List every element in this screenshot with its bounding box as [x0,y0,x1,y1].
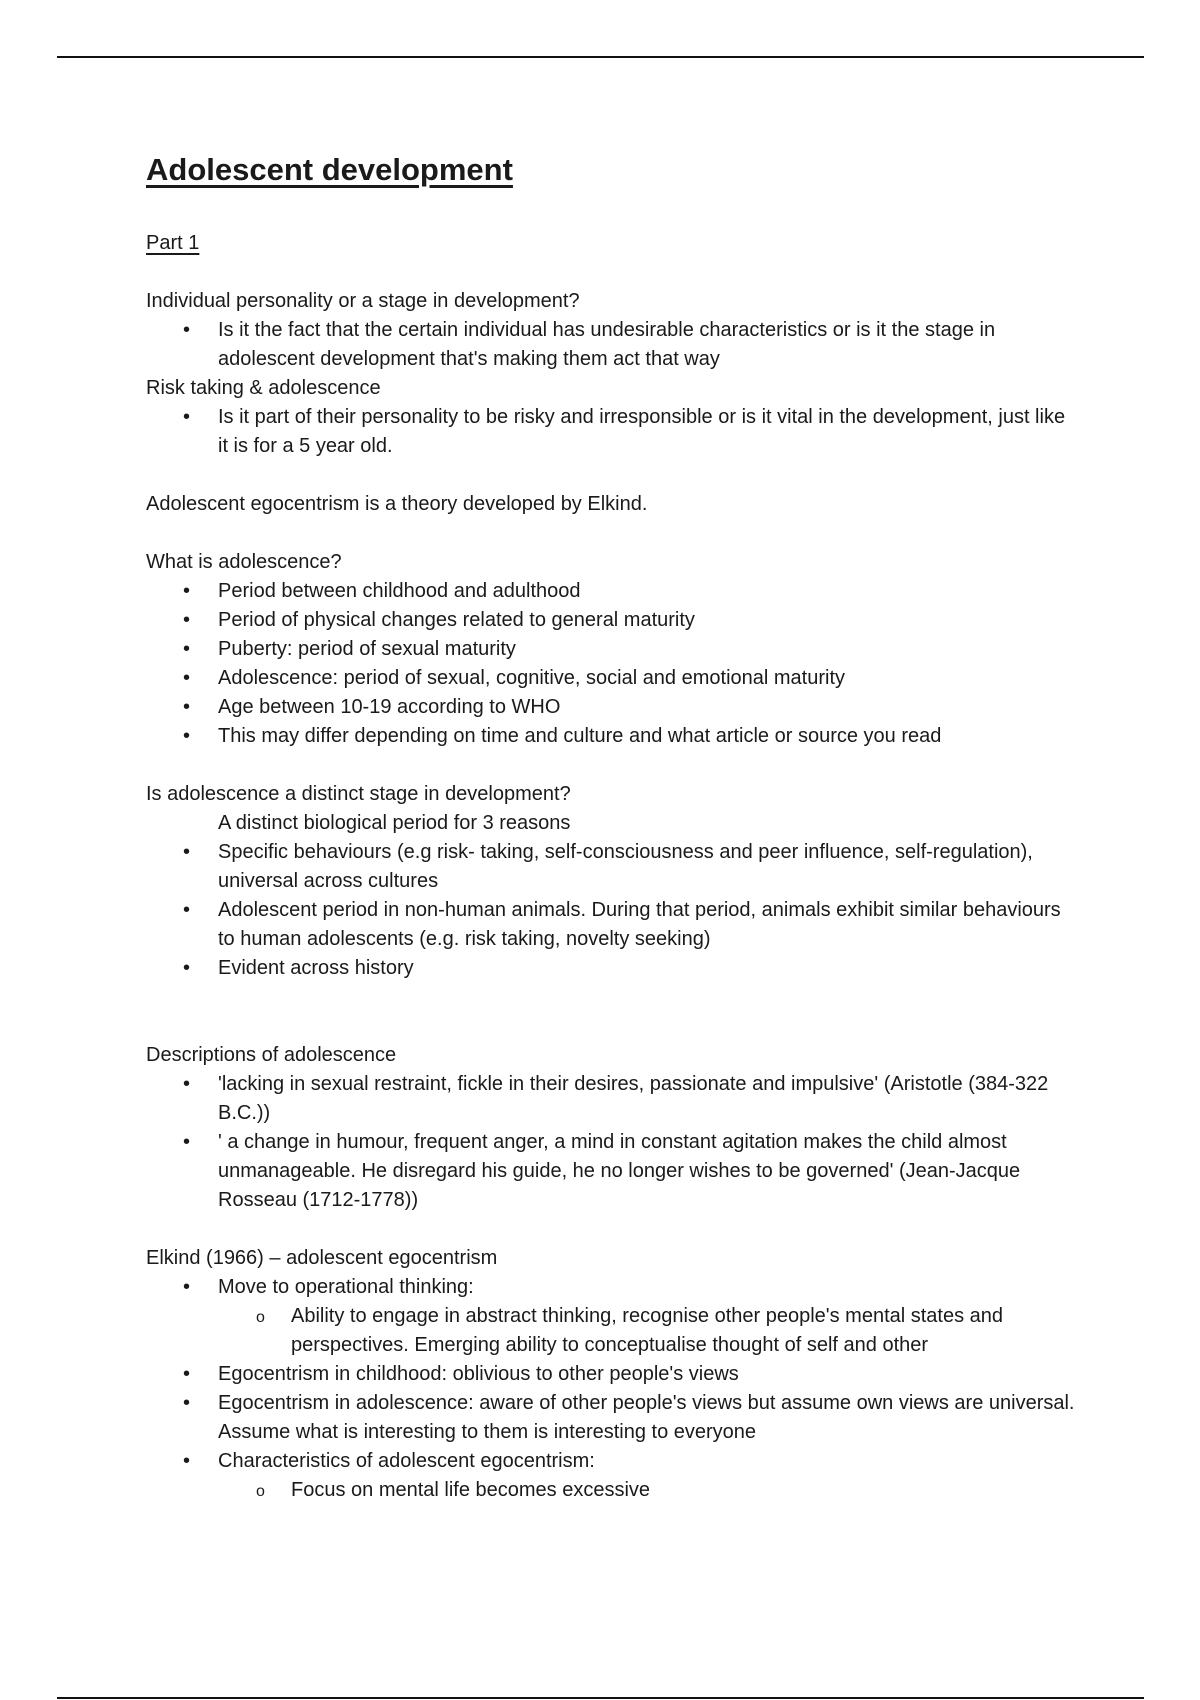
list-item: • Characteristics of adolescent egocentrism: [146,1447,1076,1476]
section-heading: Risk taking & adolescence [146,377,381,399]
bullet-list [146,316,1076,374]
list-item: • Is it the fact that the certain individual has undesirable characteristics or is it the stage in adolescent development that's making them act that way [146,316,1076,374]
list-item: • This may differ depending on time and culture and what article or source you read [146,722,1076,751]
list-item: • Is it part of their personality to be risky and irresponsible or is it vital in the development, just like it is for a 5 year old. [146,403,1076,461]
bullet-list [146,1273,1076,1302]
list-item: • Specific behaviours (e.g risk- taking, self-consciousness and peer influence, self-regulation), universal across cultures [146,838,1076,896]
header-rule [57,56,1144,58]
list-item: • Evident across history [146,954,1076,983]
paragraph: Adolescent egocentrism is a theory developed by Elkind. [146,493,648,515]
page-title: Adolescent development [146,152,513,187]
sub-bullet-list [146,1476,1076,1505]
bullet-list [146,1360,1076,1476]
footer-rule [57,1697,1144,1699]
list-item: • Adolescent period in non-human animals. During that period, animals exhibit similar behaviours to human adolescents (e.g. risk taking, novelty seeking) [146,896,1076,954]
section-heading: Individual personality or a stage in development? [146,290,580,312]
list-item: • Move to operational thinking: [146,1273,1076,1302]
list-item: • Egocentrism in childhood: oblivious to other people's views [146,1360,1076,1389]
sub-bullet-list [146,1302,1076,1360]
list-item: • Adolescence: period of sexual, cognitive, social and emotional maturity [146,664,1076,693]
list-item: • Period between childhood and adulthood [146,577,1076,606]
bullet-list [146,1070,1076,1215]
list-item: • 'lacking in sexual restraint, fickle in their desires, passionate and impulsive' (Aristotle (384-322 B.C.)) [146,1070,1076,1128]
indented-line: A distinct biological period for 3 reasons [218,812,571,834]
section-heading: Descriptions of adolescence [146,1044,397,1066]
part-heading: Part 1 [146,232,200,254]
bullet-list [146,577,1076,751]
section-heading: Elkind (1966) – adolescent egocentrism [146,1247,498,1269]
sub-list-item: o Focus on mental life becomes excessive [146,1476,1076,1505]
bullet-list [146,838,1076,983]
sub-list-item: o Ability to engage in abstract thinking, recognise other people's mental states and perspectives. Emerging ability to conceptualise thought of self and other [146,1302,1076,1360]
section-heading: Is adolescence a distinct stage in development? [146,783,571,805]
list-item: • Puberty: period of sexual maturity [146,635,1076,664]
section-heading: What is adolescence? [146,551,342,573]
list-item: • ' a change in humour, frequent anger, a mind in constant agitation makes the child almost unmanageable. He disregard his guide, he no longer wishes to be governed' (Jean-Jacque Rosseau (1712-1778)) [146,1128,1076,1215]
list-item: • Egocentrism in adolescence: aware of other people's views but assume own views are universal. Assume what is interesting to them is interesting to everyone [146,1389,1076,1447]
bullet-list [146,403,1076,461]
list-item: • Period of physical changes related to general maturity [146,606,1076,635]
document-body [146,148,1076,1505]
list-item: • Age between 10-19 according to WHO [146,693,1076,722]
